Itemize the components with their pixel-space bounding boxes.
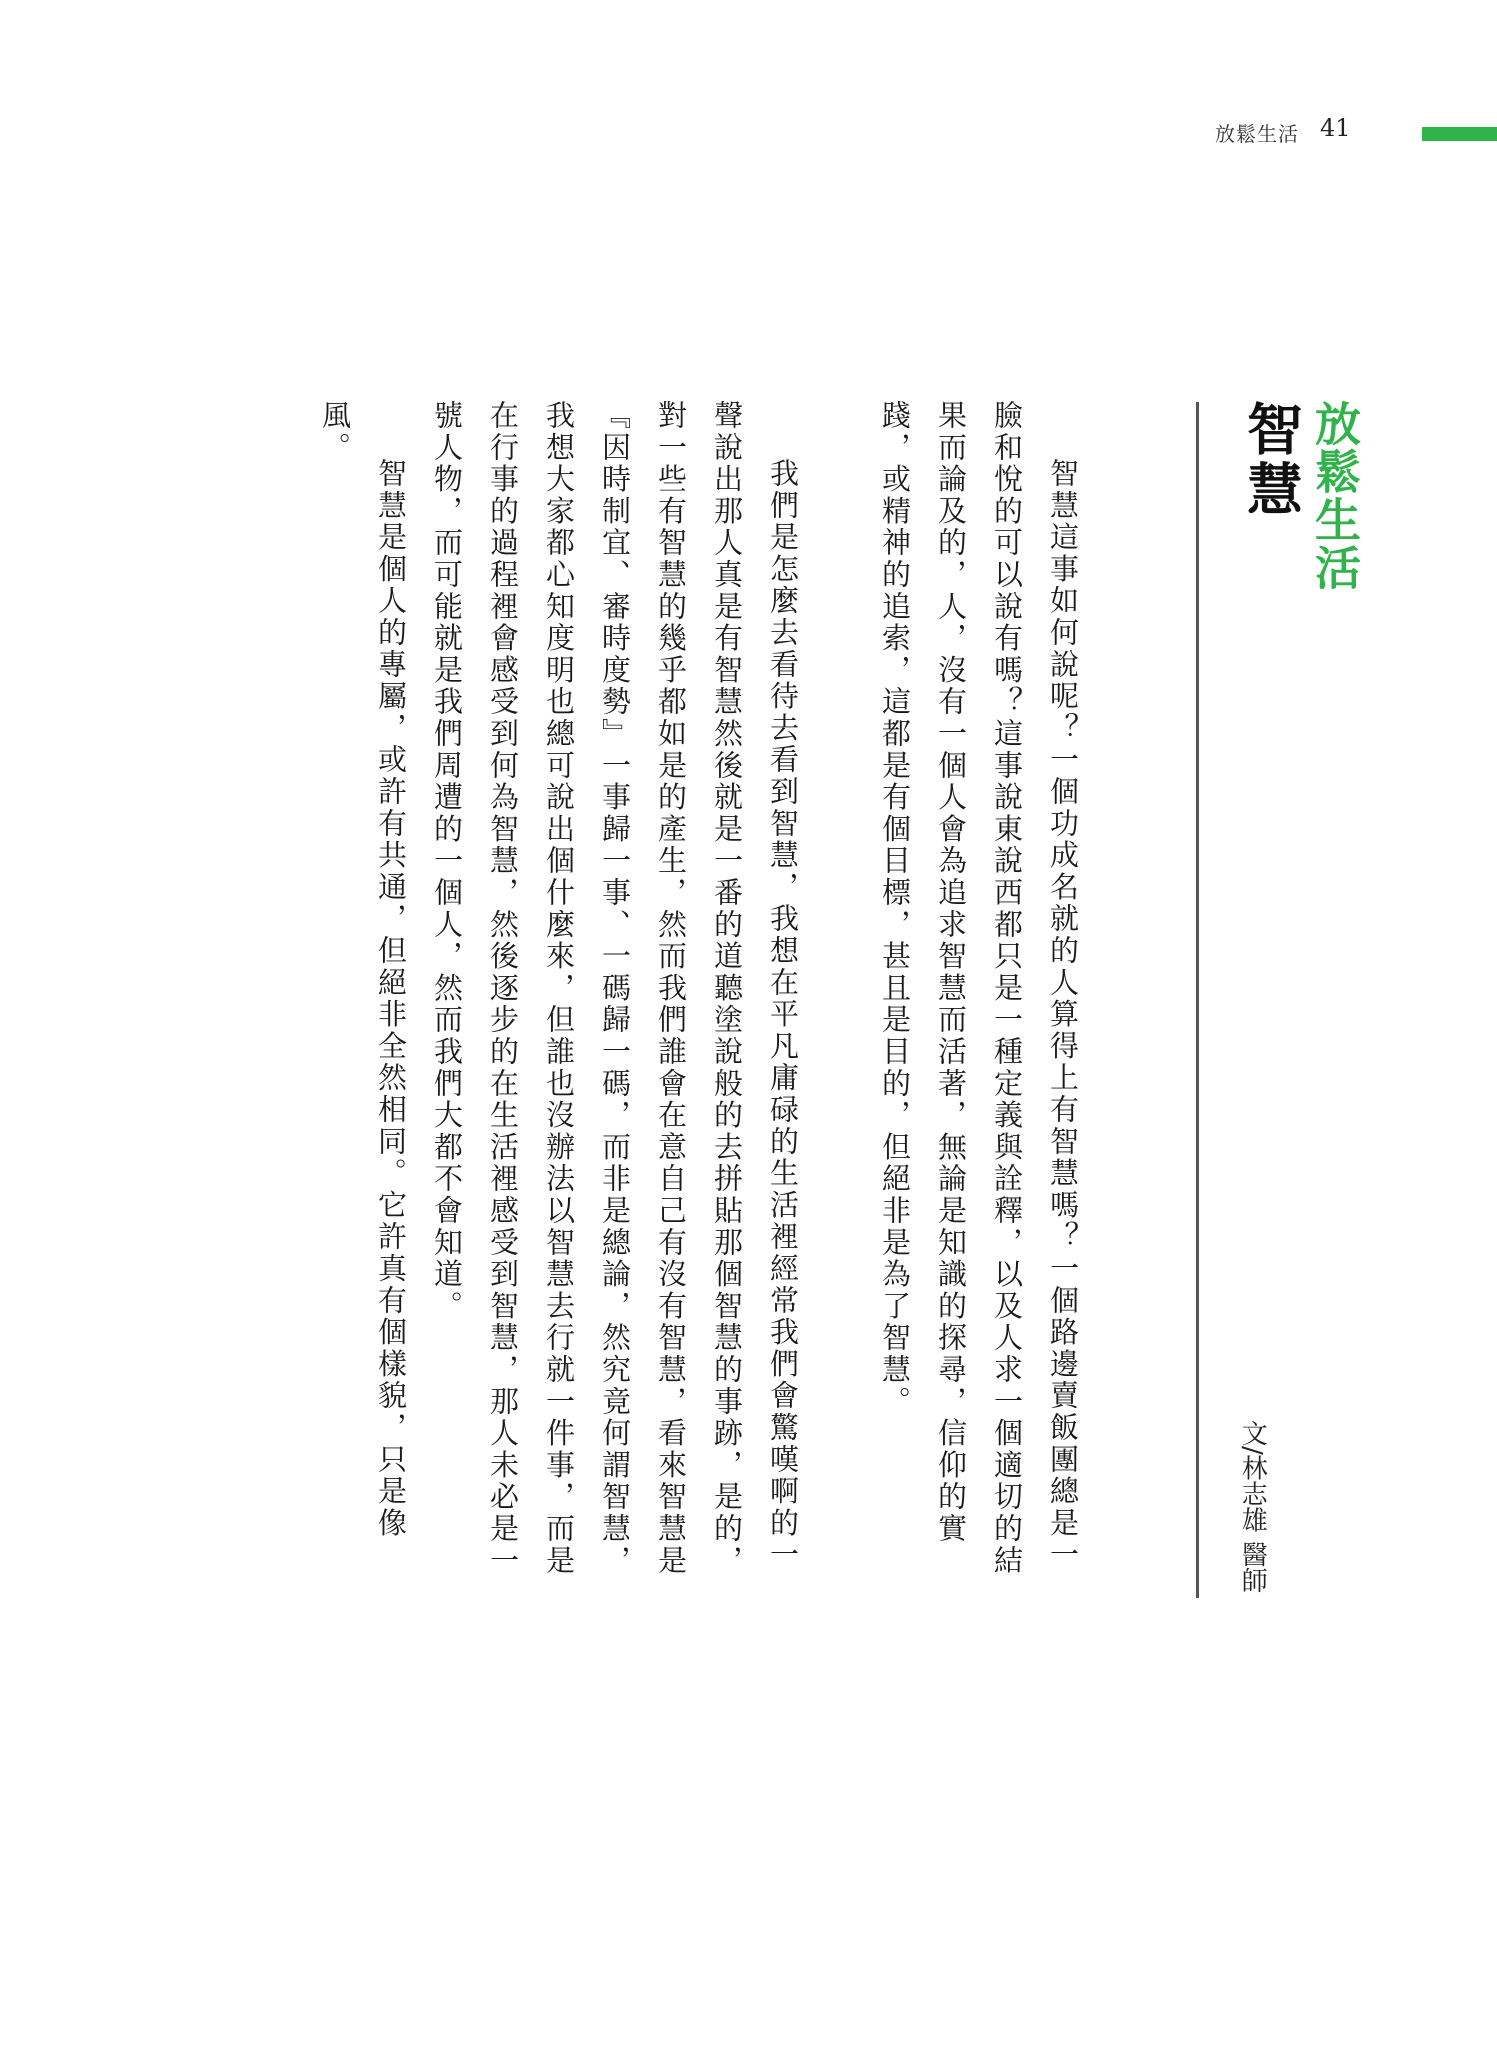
green-tab (1422, 127, 1497, 141)
running-head: 放鬆生活 (1215, 122, 1299, 146)
byline: 文/林志雄 醫師 (1237, 1420, 1268, 1594)
paragraph-1: 智慧這事如何說呢？一個功成名就的人算得上有智慧嗎？一個路邊賣飯團總是一臉和悅的可以說有嗎？這事說東說西都只是一種定義與詮釋，以及人求一個適切的結果而論及的，人，沒有一個人會為追求智慧而活著，無論是知識的探尋，信仰的實踐，或精神的追索，這都是有個目標，甚且是目的，但絕非是為了智慧。 (878, 400, 1080, 1577)
article-body (307, 400, 1147, 1600)
column-title: 放鬆生活 (1308, 400, 1362, 592)
article-title: 智慧 (1238, 400, 1303, 520)
paragraph-2: 我們是怎麼去看待去看到智慧，我想在平凡庸碌的生活裡經常我們會驚嘆啊的一聲說出那人真是有智慧然後就是一番的道聽塗說般的去拼貼那個智慧的事跡，是的，對一些有智慧的幾乎都如是的產生，然而我們誰會在意自己有沒有智慧，看來智慧是『因時制宜、審時度勢』一事歸一事、一碼歸一碼，而非是總論，然究竟何謂智慧，我想大家都心知度明也總可說出個什麼來，但誰也沒辦法以智慧去行就一件事，而是在行事的過程裡會感受到何為智慧，然後逐步的在生活裡感受到智慧，那人未必是一號人物，而可能就是我們周遭的一個人，然而我們大都不會知道。 (430, 400, 800, 1577)
page-number: 41 (1320, 114, 1351, 142)
title-rule (1196, 402, 1199, 1598)
paragraph-3: 智慧是個人的專屬，或許有共通，但絕非全然相同。它許真有個樣貌，只是像風。 (318, 400, 408, 1540)
